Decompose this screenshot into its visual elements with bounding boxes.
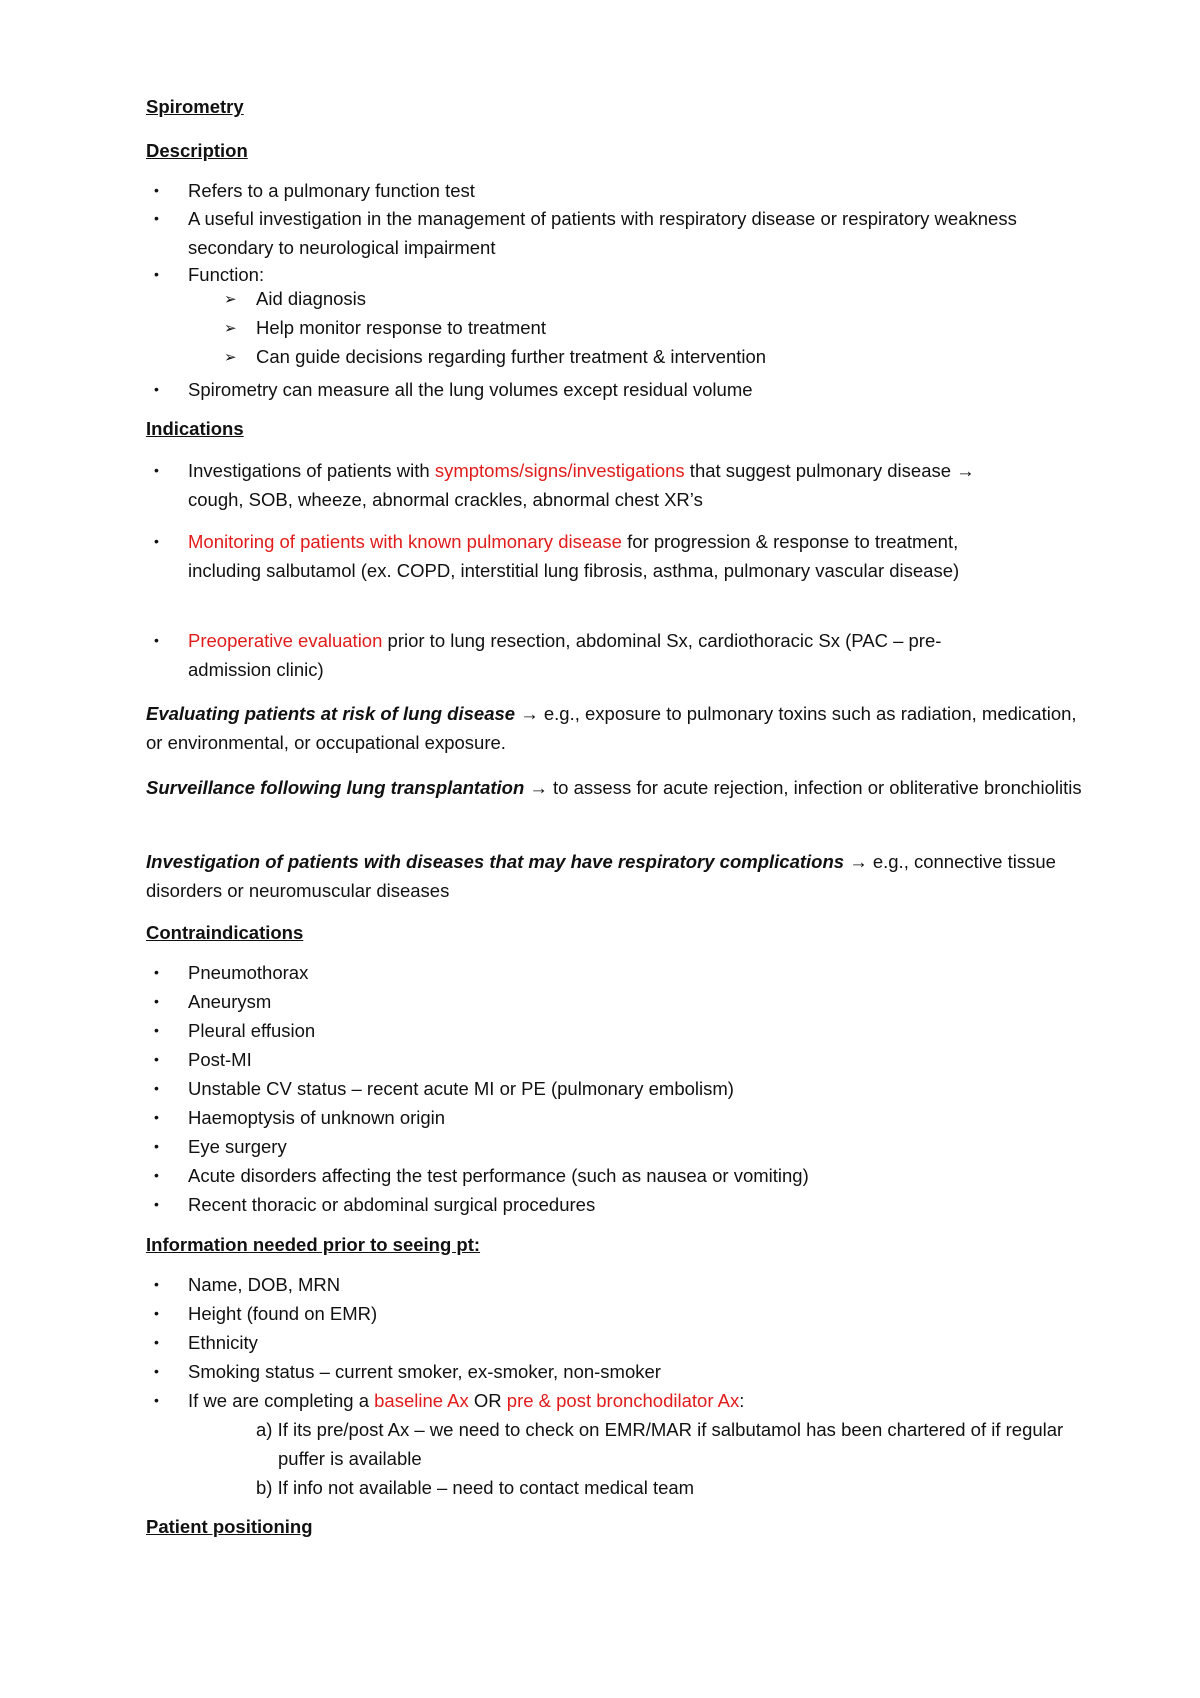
list-item: • Haemoptysis of unknown origin xyxy=(188,1103,445,1132)
bullet-icon: • xyxy=(154,993,159,1009)
bullet-icon: • xyxy=(154,381,159,397)
bullet-icon: • xyxy=(154,1392,159,1408)
list-item: • Post-MI xyxy=(188,1045,252,1074)
list-item: • Investigations of patients with symptoms/signs/investigations that suggest pulmonary disease → cough, SOB, wheeze, abnormal crackles, abnormal chest XR’s xyxy=(188,456,1018,514)
list-item: • Monitoring of patients with known pulmonary disease for progression & response to treatment, including salbutamol (ex. COPD, interstitial lung fibrosis, asthma, pulmonary vascular disease) xyxy=(188,527,1018,585)
list-item: • Acute disorders affecting the test performance (such as nausea or vomiting) xyxy=(188,1161,809,1190)
bullet-icon: • xyxy=(154,1051,159,1067)
list-item: • A useful investigation in the management of patients with respiratory disease or respiratory weakness secondary to neurological impairment xyxy=(188,204,1018,262)
indication-paragraph: Investigation of patients with diseases that may have respiratory complications → e.g., connective tissue disorders or neuromuscular diseases xyxy=(146,851,1056,901)
positioning-heading: Patient positioning xyxy=(146,1516,313,1537)
list-item: • Function: xyxy=(188,260,264,289)
bullet-icon: • xyxy=(154,1305,159,1321)
bullet-icon: • xyxy=(154,462,159,478)
list-item: • Refers to a pulmonary function test xyxy=(188,176,475,205)
list-item: • Unstable CV status – recent acute MI or PE (pulmonary embolism) xyxy=(188,1074,734,1103)
bullet-icon: • xyxy=(154,1196,159,1212)
list-item: • Name, DOB, MRN xyxy=(188,1270,340,1299)
bullet-icon: • xyxy=(154,182,159,198)
bullet-icon: • xyxy=(154,1334,159,1350)
info-needed-heading: Information needed prior to seeing pt: xyxy=(146,1234,481,1255)
indication-paragraph: Surveillance following lung transplantation → to assess for acute rejection, infection or obliterative bronchiolitis xyxy=(146,777,1082,798)
list-item: • If we are completing a baseline Ax OR pre & post bronchodilator Ax: xyxy=(188,1386,744,1415)
bullet-icon: • xyxy=(154,1363,159,1379)
bullet-icon: • xyxy=(154,1109,159,1125)
description-heading: Description xyxy=(146,140,248,161)
arrowhead-icon: ➢ xyxy=(224,291,237,308)
sub-list-item: ➢ Can guide decisions regarding further treatment & intervention xyxy=(224,346,767,367)
list-item: • Spirometry can measure all the lung volumes except residual volume xyxy=(188,375,753,404)
indications-heading: Indications xyxy=(146,418,244,439)
list-item: • Pleural effusion xyxy=(188,1016,315,1045)
list-item: • Height (found on EMR) xyxy=(188,1299,377,1328)
bullet-icon: • xyxy=(154,533,159,549)
bullet-icon: • xyxy=(154,1276,159,1292)
sub-list-item: b) If info not available – need to contact medical team xyxy=(256,1477,695,1498)
arrowhead-icon: ➢ xyxy=(224,349,237,366)
document-title: Spirometry xyxy=(146,96,244,117)
bullet-icon: • xyxy=(154,964,159,980)
bullet-icon: • xyxy=(154,266,159,282)
bullet-icon: • xyxy=(154,1138,159,1154)
list-item: • Recent thoracic or abdominal surgical procedures xyxy=(188,1190,595,1219)
indication-paragraph: Evaluating patients at risk of lung disease → e.g., exposure to pulmonary toxins such as radiation, medication, or environmental, or occupational exposure. xyxy=(146,703,1077,753)
sub-list-item: ➢ Help monitor response to treatment xyxy=(224,317,546,338)
contraindications-heading: Contraindications xyxy=(146,922,304,943)
arrowhead-icon: ➢ xyxy=(224,320,237,337)
list-item: • Preoperative evaluation prior to lung resection, abdominal Sx, cardiothoracic Sx (PAC – pre-admission clinic) xyxy=(188,626,1018,684)
list-item: • Ethnicity xyxy=(188,1328,258,1357)
list-item: • Eye surgery xyxy=(188,1132,287,1161)
bullet-icon: • xyxy=(154,1167,159,1183)
bullet-icon: • xyxy=(154,210,159,226)
sub-list-item: a) If its pre/post Ax – we need to check on EMR/MAR if salbutamol has been chartered of if regular puffer is available xyxy=(256,1419,1064,1469)
sub-list-item: ➢ Aid diagnosis xyxy=(224,288,367,309)
bullet-icon: • xyxy=(154,632,159,648)
list-item: • Pneumothorax xyxy=(188,958,308,987)
bullet-icon: • xyxy=(154,1022,159,1038)
list-item: • Smoking status – current smoker, ex-smoker, non-smoker xyxy=(188,1357,661,1386)
bullet-icon: • xyxy=(154,1080,159,1096)
list-item: • Aneurysm xyxy=(188,987,271,1016)
